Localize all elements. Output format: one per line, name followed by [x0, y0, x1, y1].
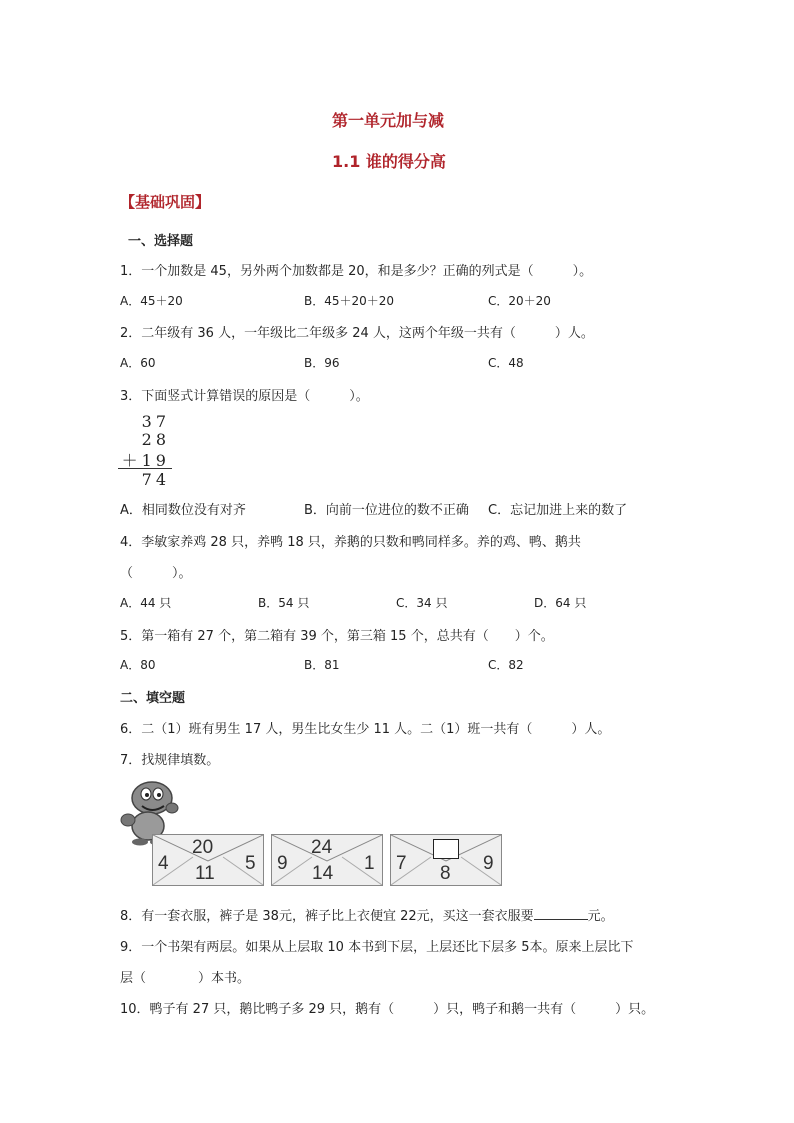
envelope-2	[271, 834, 383, 886]
envelope-1-left: 4	[158, 853, 169, 874]
question-5: 5．第一箱有 27 个，第二箱有 39 个，第三箱 15 个，总共有（ ）个。	[120, 629, 554, 644]
question-1: 1．一个加数是 45，另外两个加数都是 20，和是多少？正确的列式是（ ）。	[120, 264, 593, 279]
question-4-blank: （ ）。	[120, 566, 192, 581]
part2-heading: 二、填空题	[120, 691, 186, 706]
vertical-row-1: 37	[141, 412, 170, 431]
q2-option-b: B．96	[304, 356, 340, 370]
q5-option-b: B．81	[304, 658, 340, 672]
question-9-line-2: 层（ ）本书。	[120, 971, 251, 986]
question-6: 6．二（1）班有男生 17 人，男生比女生少 11 人。二（1）班一共有（ ）人。	[120, 722, 611, 737]
envelope-3-right: 9	[483, 853, 494, 874]
question-8-blank[interactable]	[534, 907, 588, 920]
envelope-2-left: 9	[277, 853, 288, 874]
vertical-calculation	[118, 412, 172, 488]
envelope-3-bottom: 8	[440, 863, 451, 884]
envelope-1	[152, 834, 264, 886]
q4-option-a: A．44 只	[120, 596, 172, 610]
question-8	[120, 905, 614, 924]
vertical-row-3: ＋19	[121, 451, 170, 470]
envelope-2-bottom: 14	[312, 863, 334, 884]
q4-option-c: C．34 只	[396, 596, 448, 610]
question-8-text: 8．有一套衣服，裤子是 38元，裤子比上衣便宜 22元，买这一套衣服要	[120, 909, 534, 924]
vertical-row-2: 28	[141, 430, 170, 449]
question-8-unit: 元。	[587, 909, 614, 924]
vertical-result: 74	[141, 470, 170, 489]
question-10: 10．鸭子有 27 只，鹅比鸭子多 29 只，鹅有（ ）只，鸭子和鹅一共有（ ）只。	[120, 1002, 655, 1017]
question-3: 3．下面竖式计算错误的原因是（ ）。	[120, 389, 369, 404]
question-4: 4．李敏家养鸡 28 只，养鸭 18 只，养鹅的只数和鸭同样多。养的鸡、鸭、鹅共	[120, 535, 581, 550]
envelope-1-right: 5	[245, 853, 256, 874]
q3-option-b: B．向前一位进位的数不正确	[304, 503, 469, 518]
envelope-1-top: 20	[192, 837, 214, 858]
q5-option-c: C．82	[488, 658, 524, 672]
vertical-line	[118, 468, 172, 469]
q2-option-c: C．48	[488, 356, 524, 370]
q4-option-d: D．64 只	[534, 596, 587, 610]
envelope-3-answer-box[interactable]	[433, 839, 459, 859]
envelope-1-bottom: 11	[195, 863, 215, 884]
q5-option-a: A．80	[120, 658, 156, 672]
question-9-line-1: 9．一个书架有两层。如果从上层取 10 本书到下层，上层还比下层多 5本。原来上层比下	[120, 940, 634, 955]
q1-option-a: A．45＋20	[120, 294, 183, 308]
envelope-2-top: 24	[311, 837, 333, 858]
question-2: 2．二年级有 36 人，一年级比二年级多 24 人，这两个年级一共有（ ）人。	[120, 326, 594, 341]
q1-option-b: B．45＋20＋20	[304, 294, 395, 308]
question-7: 7．找规律填数。	[120, 753, 220, 768]
section-label: 【基础巩固】	[120, 193, 211, 211]
envelope-2-right: 1	[364, 853, 375, 874]
q1-option-c: C．20＋20	[488, 294, 551, 308]
envelope-3	[390, 834, 502, 886]
q2-option-a: A．60	[120, 356, 156, 370]
envelope-3-left: 7	[396, 853, 407, 874]
lesson-title: 1.1 谁的得分高	[332, 152, 446, 171]
unit-title: 第一单元加与减	[332, 111, 445, 130]
q3-option-a: A．相同数位没有对齐	[120, 503, 246, 518]
part1-heading: 一、选择题	[128, 234, 194, 249]
q3-option-c: C．忘记加进上来的数了	[488, 503, 628, 518]
q4-option-b: B．54 只	[258, 596, 310, 610]
